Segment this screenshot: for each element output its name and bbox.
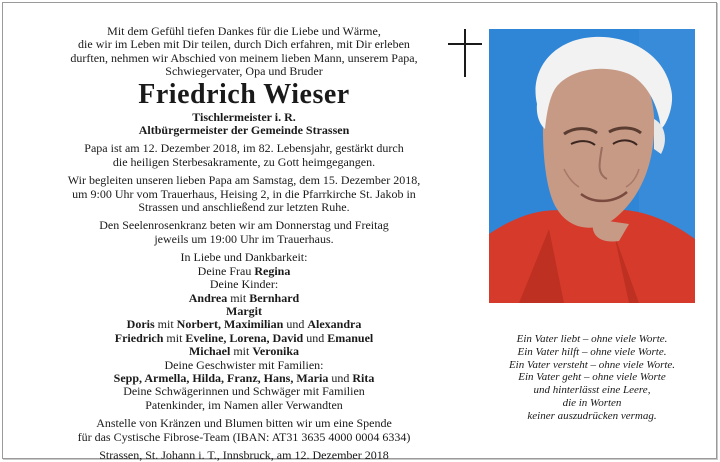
mourner-name: Doris	[126, 317, 155, 332]
place-date: Strassen, St. Johann i. T., Innsbruck, am 12. Dezember 2018	[99, 447, 389, 462]
mourner-text: und	[303, 330, 328, 345]
intro-line: die wir im Leben mit Dir teilen, durch Dich erfahren, mit Dir erleben	[78, 37, 410, 52]
poem-line: Ein Vater hilft – ohne viele Worte.	[517, 345, 667, 358]
mourner-text: und	[328, 370, 353, 385]
mourner-name: Regina	[254, 263, 291, 278]
mourner-text: mit	[227, 290, 250, 305]
intro-line: Mit dem Gefühl tiefen Dankes für die Liebe und Wärme,	[107, 24, 381, 38]
mourner-text: und	[283, 317, 308, 332]
mourner-name: Alexandra	[307, 317, 362, 332]
mourner-text: mit	[163, 330, 186, 345]
mourner-name: Rita	[352, 370, 375, 385]
poem-line: Ein Vater geht – ohne viele Worte	[518, 371, 666, 384]
mourner-godchildren: Patenkinder, im Namen aller Verwandten	[145, 397, 343, 412]
rosary-line: jeweils um 19:00 Uhr im Trauerhaus.	[154, 231, 334, 246]
mourner-child	[25, 292, 463, 305]
obituary-card	[2, 2, 717, 462]
funeral-line: um 9:00 Uhr vom Trauerhaus, Heising 2, in die Pfarrkirche St. Jakob in	[72, 186, 416, 201]
mourner-name: Andrea	[188, 290, 228, 305]
death-notice	[25, 142, 463, 169]
donation-request	[25, 417, 463, 444]
poem	[489, 333, 695, 423]
children-label: Deine Kinder:	[209, 277, 279, 292]
mourner-name: Norbert, Maximilian	[176, 317, 284, 332]
mourner-name: Eveline, Lorena, David	[185, 330, 304, 345]
rosary-details	[25, 219, 463, 246]
poem-line: und hinterlässt eine Leere,	[533, 384, 651, 397]
rosary-line: Den Seelenrosenkranz beten wir am Donnerstag und Freitag	[99, 218, 389, 233]
mourner-name: Michael	[188, 344, 231, 359]
mourner-child	[25, 332, 463, 345]
mourner-text: mit	[154, 317, 177, 332]
poem-line: Ein Vater versteht – ohne viele Worte.	[508, 358, 676, 371]
mourner-name: Bernhard	[249, 290, 300, 305]
mourner-inlaws: Deine Schwägerinnen und Schwäger mit Familien	[123, 384, 365, 399]
mourner-child: Margit	[226, 303, 262, 318]
mourner-name: Sepp, Armella, Hilda, Franz, Hans, Maria	[113, 370, 329, 385]
funeral-details	[25, 174, 463, 214]
mourners-list	[25, 251, 463, 412]
donation-line: Anstelle von Kränzen und Blumen bitten wir um eine Spende	[96, 416, 392, 431]
deceased-title: Altbürgermeister der Gemeinde Strassen	[138, 123, 350, 138]
funeral-line: Strassen und anschließend zur letzten Ruhe.	[138, 200, 350, 215]
mourner-name: Veronika	[252, 344, 300, 359]
deceased-title: Tischlermeister i. R.	[192, 109, 296, 124]
mourner-name: Emanuel	[327, 330, 374, 345]
cross-icon	[448, 29, 482, 77]
intro-line: durften, nehmen wir Abschied von meinem lieben Mann, unserem Papa,	[70, 50, 418, 65]
mourner-text: Deine Frau	[197, 263, 255, 278]
death-notice-line: die heiligen Sterbesakramente, zu Gott heimgegangen.	[112, 154, 376, 169]
mourner-wife	[25, 265, 463, 278]
siblings-label: Deine Geschwister mit Familien:	[164, 357, 324, 372]
poem-line: Ein Vater liebt – ohne viele Worte.	[516, 333, 668, 345]
intro-line: Schwiegervater, Opa und Bruder	[165, 64, 323, 79]
death-notice-line: Papa ist am 12. Dezember 2018, im 82. Lebensjahr, gestärkt durch	[84, 141, 404, 156]
funeral-line: Wir begleiten unseren lieben Papa am Samstag, dem 15. Dezember 2018,	[67, 173, 421, 188]
mourner-child	[25, 345, 463, 358]
portrait-photo	[489, 29, 695, 303]
mourners-intro: In Liebe und Dankbarkeit:	[180, 250, 308, 265]
mourner-name: Friedrich	[114, 330, 164, 345]
intro-paragraph	[25, 25, 463, 79]
mourner-text: mit	[230, 344, 253, 359]
poem-line: die in Worten	[562, 396, 622, 409]
obituary-text	[25, 25, 463, 462]
poem-line: keiner auszudrücken vermag.	[527, 409, 657, 422]
mourner-grandchildren	[25, 318, 463, 331]
mourner-siblings	[25, 372, 463, 385]
donation-line: für das Cystische Fibrose-Team (IBAN: AT31 3635 4000 0004 6334)	[77, 429, 411, 444]
deceased-name: Friedrich Wieser	[138, 78, 350, 110]
